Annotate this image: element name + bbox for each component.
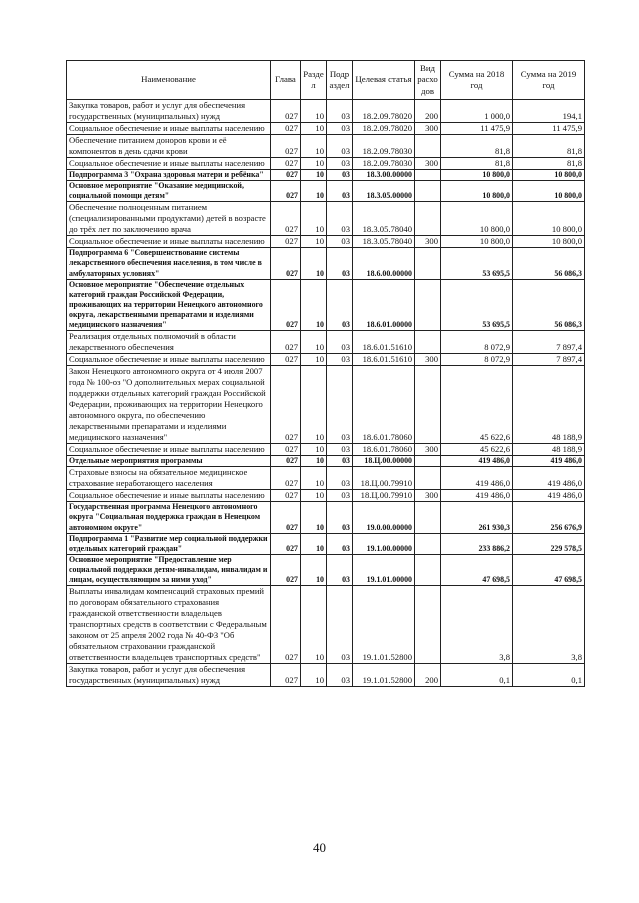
cell-target: 19.1.00.00000 xyxy=(353,533,415,554)
cell-expense-type: 300 xyxy=(415,354,441,366)
cell-sum-2018: 81,8 xyxy=(441,135,513,158)
cell-sum-2019: 48 188,9 xyxy=(513,366,585,444)
cell-sum-2018: 261 930,3 xyxy=(441,502,513,533)
cell-name: Подпрограмма 3 "Охрана здоровья матери и ребёнка" xyxy=(67,170,271,181)
cell-razdel: 10 xyxy=(301,170,327,181)
cell-podrazdel: 03 xyxy=(327,158,353,170)
cell-target: 18.2.09.78020 xyxy=(353,100,415,123)
header-expense-type: Вид расхо дов xyxy=(415,61,441,100)
cell-razdel: 10 xyxy=(301,158,327,170)
table-body xyxy=(67,100,585,687)
cell-sum-2019: 10 800,0 xyxy=(513,202,585,236)
cell-podrazdel: 03 xyxy=(327,202,353,236)
cell-podrazdel: 03 xyxy=(327,586,353,664)
cell-name: Обеспечение питанием доноров крови и её компонентов в день сдачи крови xyxy=(67,135,271,158)
cell-name: Социальное обеспечение и иные выплаты населению xyxy=(67,123,271,135)
cell-name: Социальное обеспечение и иные выплаты населению xyxy=(67,354,271,366)
cell-target: 19.1.01.00000 xyxy=(353,554,415,585)
cell-sum-2019: 10 800,0 xyxy=(513,170,585,181)
cell-sum-2019: 10 800,0 xyxy=(513,181,585,202)
cell-sum-2018: 47 698,5 xyxy=(441,554,513,585)
cell-glava: 027 xyxy=(271,170,301,181)
cell-sum-2019: 419 486,0 xyxy=(513,467,585,490)
cell-razdel: 10 xyxy=(301,354,327,366)
cell-expense-type xyxy=(415,366,441,444)
cell-sum-2019: 229 578,5 xyxy=(513,533,585,554)
cell-podrazdel: 03 xyxy=(327,170,353,181)
cell-target: 18.3.05.00000 xyxy=(353,181,415,202)
cell-podrazdel: 03 xyxy=(327,467,353,490)
cell-sum-2018: 419 486,0 xyxy=(441,467,513,490)
cell-sum-2018: 10 800,0 xyxy=(441,181,513,202)
cell-target: 18.Ц.00.00000 xyxy=(353,456,415,467)
cell-glava: 027 xyxy=(271,248,301,279)
cell-target: 18.6.01.78060 xyxy=(353,444,415,456)
cell-sum-2019: 419 486,0 xyxy=(513,490,585,502)
cell-sum-2018: 8 072,9 xyxy=(441,331,513,354)
cell-glava: 027 xyxy=(271,366,301,444)
header-razdel: Разде л xyxy=(301,61,327,100)
cell-razdel: 10 xyxy=(301,502,327,533)
cell-razdel: 10 xyxy=(301,248,327,279)
cell-glava: 027 xyxy=(271,181,301,202)
page-number: 40 xyxy=(313,840,326,855)
cell-expense-type xyxy=(415,202,441,236)
cell-podrazdel: 03 xyxy=(327,248,353,279)
header-glava: Глава xyxy=(271,61,301,100)
cell-target: 19.1.01.52800 xyxy=(353,664,415,687)
cell-target: 18.6.01.78060 xyxy=(353,366,415,444)
cell-razdel: 10 xyxy=(301,586,327,664)
cell-target: 18.2.09.78030 xyxy=(353,135,415,158)
cell-expense-type xyxy=(415,467,441,490)
cell-razdel: 10 xyxy=(301,366,327,444)
table-row xyxy=(67,100,585,123)
cell-target: 18.3.00.00000 xyxy=(353,170,415,181)
cell-name: Закупка товаров, работ и услуг для обеспечения государственных (муниципальных) нужд xyxy=(67,664,271,687)
cell-glava: 027 xyxy=(271,279,301,331)
cell-razdel: 10 xyxy=(301,456,327,467)
cell-target: 18.6.01.51610 xyxy=(353,354,415,366)
cell-name: Социальное обеспечение и иные выплаты населению xyxy=(67,236,271,248)
table-row xyxy=(67,456,585,467)
cell-sum-2018: 45 622,6 xyxy=(441,444,513,456)
cell-podrazdel: 03 xyxy=(327,331,353,354)
cell-expense-type: 200 xyxy=(415,100,441,123)
cell-razdel: 10 xyxy=(301,181,327,202)
cell-target: 18.6.01.00000 xyxy=(353,279,415,331)
cell-expense-type: 300 xyxy=(415,123,441,135)
cell-glava: 027 xyxy=(271,456,301,467)
cell-podrazdel: 03 xyxy=(327,354,353,366)
cell-name: Основное мероприятие "Предоставление мер социальной поддержки детям-инвалидам, инвалидам и лицам, осуществляющим за ними уход" xyxy=(67,554,271,585)
cell-expense-type xyxy=(415,502,441,533)
cell-podrazdel: 03 xyxy=(327,554,353,585)
table-row xyxy=(67,248,585,279)
cell-sum-2018: 45 622,6 xyxy=(441,366,513,444)
table-row xyxy=(67,444,585,456)
cell-razdel: 10 xyxy=(301,236,327,248)
cell-sum-2018: 11 475,9 xyxy=(441,123,513,135)
cell-sum-2018: 0,1 xyxy=(441,664,513,687)
cell-sum-2019: 7 897,4 xyxy=(513,354,585,366)
table-row xyxy=(67,664,585,687)
cell-glava: 027 xyxy=(271,236,301,248)
table-row xyxy=(67,366,585,444)
cell-name: Подпрограмма 1 "Развитие мер социальной поддержки отдельных категорий граждан" xyxy=(67,533,271,554)
cell-razdel: 10 xyxy=(301,279,327,331)
cell-sum-2018: 10 800,0 xyxy=(441,202,513,236)
cell-expense-type xyxy=(415,533,441,554)
cell-sum-2019: 194,1 xyxy=(513,100,585,123)
cell-glava: 027 xyxy=(271,467,301,490)
cell-glava: 027 xyxy=(271,135,301,158)
cell-glava: 027 xyxy=(271,100,301,123)
cell-sum-2019: 48 188,9 xyxy=(513,444,585,456)
cell-razdel: 10 xyxy=(301,135,327,158)
cell-name: Социальное обеспечение и иные выплаты населению xyxy=(67,490,271,502)
cell-expense-type xyxy=(415,135,441,158)
cell-target: 18.2.09.78020 xyxy=(353,123,415,135)
cell-target: 18.Ц.00.79910 xyxy=(353,467,415,490)
cell-sum-2018: 1 000,0 xyxy=(441,100,513,123)
cell-sum-2018: 53 695,5 xyxy=(441,248,513,279)
cell-glava: 027 xyxy=(271,586,301,664)
cell-razdel: 10 xyxy=(301,664,327,687)
table-row xyxy=(67,236,585,248)
cell-podrazdel: 03 xyxy=(327,664,353,687)
cell-podrazdel: 03 xyxy=(327,181,353,202)
cell-target: 18.2.09.78030 xyxy=(353,158,415,170)
cell-sum-2019: 256 676,9 xyxy=(513,502,585,533)
header-target: Целевая статья xyxy=(353,61,415,100)
table-row xyxy=(67,490,585,502)
cell-glava: 027 xyxy=(271,354,301,366)
cell-expense-type xyxy=(415,181,441,202)
table-row xyxy=(67,170,585,181)
cell-name: Социальное обеспечение и иные выплаты населению xyxy=(67,158,271,170)
cell-glava: 027 xyxy=(271,444,301,456)
cell-name: Закон Ненецкого автономного округа от 4 июля 2007 года № 100-оз "О дополнительных мерах социальной поддержки отдельных категорий граждан Российской Федерации, проживающих на территории Ненецкого автономного округа, по обеспечению лекарственными препаратами и изделиями медицинского назначения" xyxy=(67,366,271,444)
cell-podrazdel: 03 xyxy=(327,502,353,533)
header-sum-2019: Сумма на 2019 год xyxy=(513,61,585,100)
cell-razdel: 10 xyxy=(301,467,327,490)
table-row xyxy=(67,354,585,366)
cell-expense-type xyxy=(415,554,441,585)
cell-name: Подпрограмма 6 "Совершенствование системы лекарственного обеспечения населения, в том числе в амбулаторных условиях" xyxy=(67,248,271,279)
table-row xyxy=(67,533,585,554)
table-row xyxy=(67,135,585,158)
budget-table xyxy=(66,60,585,687)
cell-expense-type: 200 xyxy=(415,664,441,687)
cell-name: Основное мероприятие "Обеспечение отдельных категорий граждан Российской Федерации, проживающих на территории Ненецкого автономного округа, лекарственными препаратами и изделиями медицинского назначения" xyxy=(67,279,271,331)
cell-sum-2019: 81,8 xyxy=(513,158,585,170)
cell-razdel: 10 xyxy=(301,202,327,236)
cell-name: Страховые взносы на обязательное медицинское страхование неработающего населения xyxy=(67,467,271,490)
cell-razdel: 10 xyxy=(301,123,327,135)
cell-expense-type: 300 xyxy=(415,444,441,456)
cell-expense-type xyxy=(415,456,441,467)
cell-podrazdel: 03 xyxy=(327,100,353,123)
cell-sum-2019: 56 086,3 xyxy=(513,279,585,331)
cell-target: 18.6.01.51610 xyxy=(353,331,415,354)
table-header-row xyxy=(67,61,585,100)
cell-razdel: 10 xyxy=(301,554,327,585)
cell-glava: 027 xyxy=(271,490,301,502)
cell-name: Основное мероприятие "Оказание медицинской, социальной помощи детям" xyxy=(67,181,271,202)
cell-razdel: 10 xyxy=(301,490,327,502)
cell-glava: 027 xyxy=(271,502,301,533)
cell-expense-type: 300 xyxy=(415,158,441,170)
cell-sum-2019: 56 086,3 xyxy=(513,248,585,279)
cell-expense-type xyxy=(415,586,441,664)
cell-name: Отдельные мероприятия программы xyxy=(67,456,271,467)
cell-target: 19.1.01.52800 xyxy=(353,586,415,664)
header-sum-2018: Сумма на 2018 год xyxy=(441,61,513,100)
header-podrazdel: Подр аздел xyxy=(327,61,353,100)
table-row xyxy=(67,181,585,202)
cell-razdel: 10 xyxy=(301,100,327,123)
cell-sum-2018: 419 486,0 xyxy=(441,456,513,467)
table-row xyxy=(67,331,585,354)
cell-sum-2019: 419 486,0 xyxy=(513,456,585,467)
cell-glava: 027 xyxy=(271,664,301,687)
cell-name: Выплаты инвалидам компенсаций страховых премий по договорам обязательного страхования гражданской ответственности владельцев транспортных средств в соответствии с Федеральным законом от 25 апреля 2002 года № 40-ФЗ "Об обязательном страховании гражданской ответственности владельцев транспортных средств" xyxy=(67,586,271,664)
cell-target: 18.Ц.00.79910 xyxy=(353,490,415,502)
cell-sum-2019: 10 800,0 xyxy=(513,236,585,248)
cell-podrazdel: 03 xyxy=(327,444,353,456)
header-name: Наименование xyxy=(67,61,271,100)
cell-name: Закупка товаров, работ и услуг для обеспечения государственных (муниципальных) нужд xyxy=(67,100,271,123)
cell-podrazdel: 03 xyxy=(327,279,353,331)
table-row xyxy=(67,202,585,236)
cell-name: Социальное обеспечение и иные выплаты населению xyxy=(67,444,271,456)
cell-glava: 027 xyxy=(271,331,301,354)
table-row xyxy=(67,502,585,533)
cell-name: Реализация отдельных полномочий в области лекарственного обеспечения xyxy=(67,331,271,354)
cell-expense-type xyxy=(415,331,441,354)
cell-expense-type: 300 xyxy=(415,236,441,248)
table-row xyxy=(67,586,585,664)
cell-target: 18.6.00.00000 xyxy=(353,248,415,279)
cell-name: Обеспечение полноценным питанием (специализированными продуктами) детей в возрасте до трёх лет по заключению врача xyxy=(67,202,271,236)
cell-razdel: 10 xyxy=(301,444,327,456)
cell-podrazdel: 03 xyxy=(327,490,353,502)
cell-sum-2018: 10 800,0 xyxy=(441,236,513,248)
cell-sum-2018: 419 486,0 xyxy=(441,490,513,502)
cell-razdel: 10 xyxy=(301,331,327,354)
cell-glava: 027 xyxy=(271,533,301,554)
cell-glava: 027 xyxy=(271,554,301,585)
cell-podrazdel: 03 xyxy=(327,236,353,248)
cell-name: Государственная программа Ненецкого автономного округа "Социальная поддержка граждан в Ненецком автономном округе" xyxy=(67,502,271,533)
cell-target: 18.3.05.78040 xyxy=(353,202,415,236)
cell-sum-2018: 53 695,5 xyxy=(441,279,513,331)
cell-podrazdel: 03 xyxy=(327,456,353,467)
cell-podrazdel: 03 xyxy=(327,533,353,554)
cell-sum-2019: 7 897,4 xyxy=(513,331,585,354)
cell-sum-2018: 8 072,9 xyxy=(441,354,513,366)
cell-glava: 027 xyxy=(271,123,301,135)
cell-target: 19.0.00.00000 xyxy=(353,502,415,533)
cell-podrazdel: 03 xyxy=(327,135,353,158)
cell-expense-type xyxy=(415,170,441,181)
cell-expense-type xyxy=(415,279,441,331)
cell-expense-type xyxy=(415,248,441,279)
cell-sum-2018: 233 886,2 xyxy=(441,533,513,554)
cell-sum-2018: 3,8 xyxy=(441,586,513,664)
cell-podrazdel: 03 xyxy=(327,123,353,135)
cell-expense-type: 300 xyxy=(415,490,441,502)
cell-razdel: 10 xyxy=(301,533,327,554)
table-row xyxy=(67,123,585,135)
cell-sum-2019: 3,8 xyxy=(513,586,585,664)
table-row xyxy=(67,279,585,331)
cell-target: 18.3.05.78040 xyxy=(353,236,415,248)
cell-sum-2019: 11 475,9 xyxy=(513,123,585,135)
table-row xyxy=(67,554,585,585)
table-row xyxy=(67,467,585,490)
cell-glava: 027 xyxy=(271,158,301,170)
table-row xyxy=(67,158,585,170)
cell-sum-2019: 81,8 xyxy=(513,135,585,158)
cell-sum-2018: 10 800,0 xyxy=(441,170,513,181)
cell-glava: 027 xyxy=(271,202,301,236)
cell-sum-2019: 47 698,5 xyxy=(513,554,585,585)
cell-podrazdel: 03 xyxy=(327,366,353,444)
cell-sum-2018: 81,8 xyxy=(441,158,513,170)
cell-sum-2019: 0,1 xyxy=(513,664,585,687)
